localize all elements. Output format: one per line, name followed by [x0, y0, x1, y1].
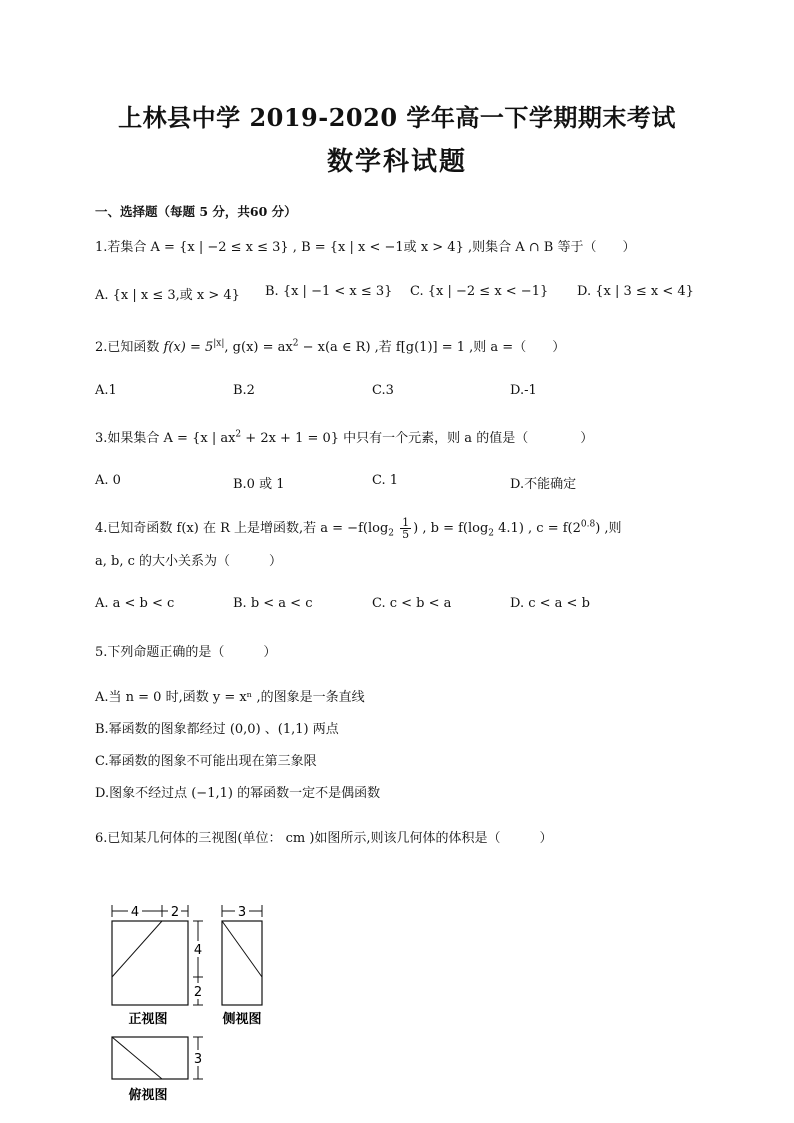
question-5-option-a: A.当 n = 0 时,函数 y = xⁿ ,的图象是一条直线	[95, 690, 365, 705]
three-view-figure	[100, 895, 280, 1119]
side-view-label: 侧视图	[222, 1012, 262, 1027]
question-3-option-a: A. 0	[95, 473, 121, 488]
top-view-label: 俯视图	[128, 1088, 168, 1103]
question-4-option-b: B. b < a < c	[233, 596, 313, 611]
question-1-stem: 1.若集合 A = {x | −2 ≤ x ≤ 3} , B = {x | x < −1或 x > 4} ,则集合 A ∩ B 等于（ ）	[95, 240, 636, 255]
question-4-stem-line2: a, b, c 的大小关系为（ ）	[95, 554, 283, 569]
question-4-stem: 4.已知奇函数 f(x) 在 R 上是增函数,若 $a = -f(\log_2$ $\frac{1}{5}$ ) , $b = f(\log_2$ 4.1) , $c = f(2^{0.8})$ ,则	[95, 516, 622, 541]
question-3-option-b: B.0 或 1	[233, 477, 285, 492]
front-view-label: 正视图	[128, 1012, 168, 1027]
top-view-box	[112, 1037, 188, 1079]
question-5-stem: 5.下列命题正确的是（ ）	[95, 645, 277, 660]
question-2-option-a: A.1	[95, 383, 117, 398]
front-view-diagonal	[112, 921, 162, 977]
side-view-box	[222, 921, 262, 1005]
question-3-option-c: C. 1	[372, 473, 399, 488]
question-5-option-d: D.图象不经过点 (−1,1) 的幂函数一定不是偶函数	[95, 786, 381, 801]
side-view-diagonal	[222, 921, 262, 977]
front-width-label: 4	[130, 905, 140, 920]
exam-title: 上林县中学 2019-2020 学年高一下学期期末考试	[118, 103, 676, 132]
question-2-stem: 2.已知函数 $f(x) = 5^{|x|}$, $g(x) = ax^2 - x(a$ ∈ R) ,若 f[g(1)] = 1 ,则 a =（ ）	[95, 338, 566, 355]
question-4-option-c: C. c < b < a	[372, 596, 452, 611]
question-4-option-a: A. a < b < c	[95, 596, 175, 611]
front-view-box	[112, 921, 188, 1005]
side-width-label: 3	[237, 905, 247, 920]
question-5-option-b: B.幂函数的图象都经过 (0,0) 、(1,1) 两点	[95, 722, 339, 737]
three-view-drawing	[100, 895, 280, 1115]
question-1-option-b: B. {x | −1 < x ≤ 3}	[265, 284, 393, 299]
question-6-stem: 6.已知某几何体的三视图(单位： cm )如图所示,则该几何体的体积是（ ）	[95, 831, 553, 846]
front-height-top-label: 4	[193, 943, 203, 958]
question-1-option-a: A. {x | x ≤ 3,或 x > 4}	[95, 288, 240, 303]
fraction-one-fifth: $\frac{1}{5}$	[402, 516, 410, 541]
question-3-stem: 3.如果集合 A = {x | $ax^2 + 2x + 1 = 0$} 中只有一个元素，则 a 的值是（ ）	[95, 429, 594, 446]
top-height-label: 3	[193, 1052, 203, 1067]
question-4-option-d: D. c < a < b	[510, 596, 590, 611]
question-2-option-b: B.2	[233, 383, 255, 398]
exam-subtitle: 数学科试题	[326, 147, 467, 177]
question-2-option-c: C.3	[372, 383, 394, 398]
question-2-option-d: D.-1	[510, 383, 537, 398]
question-1-option-c: C. {x | −2 ≤ x < −1}	[410, 284, 549, 299]
front-extra-label: 2	[170, 905, 180, 920]
section-heading: 一、选择题（每题 5 分，共60 分）	[95, 204, 297, 219]
question-1-option-d: D. {x | 3 ≤ x < 4}	[577, 284, 694, 299]
question-5-option-c: C.幂函数的图象不可能出现在第三象限	[95, 754, 317, 769]
top-view-diagonal	[112, 1037, 162, 1079]
question-3-option-d: D.不能确定	[510, 477, 577, 492]
front-height-bottom-label: 2	[193, 985, 203, 1000]
